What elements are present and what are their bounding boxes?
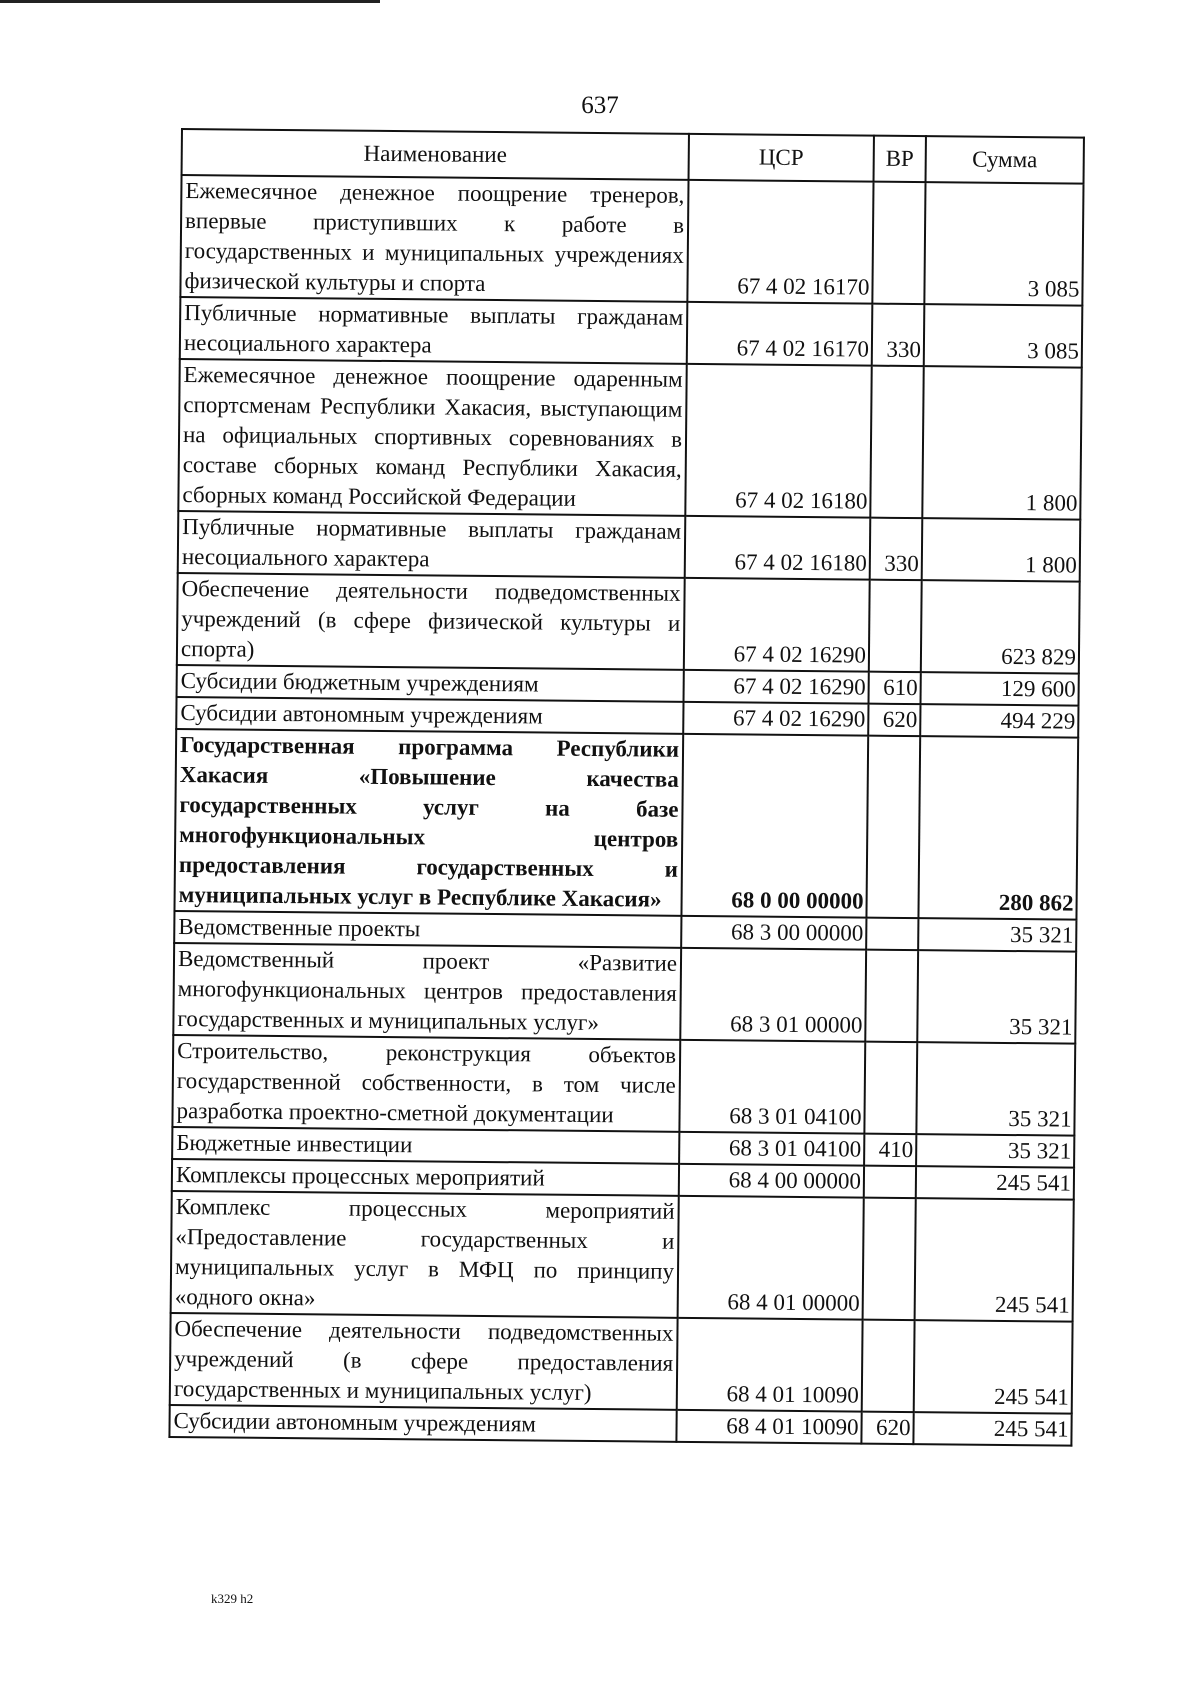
table-row — [178, 511, 1081, 582]
table-row — [177, 573, 1080, 674]
vr-cell — [869, 580, 922, 672]
name-cell: Комплексы процессных мероприятий — [172, 1159, 679, 1196]
name-cell: Обеспечение деятельности подведомственных учреждений (в сфере предоставления государственных и муниципальных услуг) — [170, 1313, 678, 1410]
name-cell: Строительство, реконструкция объектов государственной собственности, в том числе разработка проектно-сметной документации — [172, 1035, 680, 1132]
vr-cell — [864, 1042, 917, 1134]
name-cell: Ежемесячное денежное поощрение тренеров, впервые приступивших к работе в государственных и муниципальных учреждениях физической культуры и спорта — [180, 175, 688, 302]
sum-cell: 245 541 — [916, 1166, 1074, 1200]
csr-cell: 67 4 02 16170 — [687, 302, 873, 366]
sum-cell: 35 321 — [916, 1134, 1074, 1168]
csr-cell: 68 4 01 00000 — [678, 1196, 864, 1320]
name-cell: Ведомственные проекты — [174, 911, 681, 948]
vr-cell: 330 — [870, 518, 923, 580]
vr-cell — [862, 1320, 915, 1412]
vr-cell — [863, 1198, 916, 1320]
vr-cell — [872, 182, 925, 304]
table-body — [169, 175, 1083, 1446]
name-cell: Публичные нормативные выплаты гражданам несоциального характера — [178, 511, 686, 578]
sum-cell: 623 829 — [921, 580, 1080, 674]
name-cell: Субсидии автономным учреждениям — [176, 697, 683, 734]
csr-cell: 67 4 02 16290 — [684, 670, 869, 704]
sum-cell: 280 862 — [918, 736, 1078, 920]
sum-cell: 1 800 — [922, 518, 1081, 582]
table-row — [174, 729, 1078, 920]
vr-cell: 610 — [869, 672, 921, 704]
name-cell: Субсидии бюджетным учреждениям — [177, 665, 684, 702]
vr-cell: 410 — [864, 1134, 916, 1166]
csr-cell: 67 4 02 16290 — [684, 578, 870, 672]
csr-cell: 67 4 02 16290 — [683, 702, 868, 736]
csr-cell: 67 4 02 16180 — [685, 364, 871, 518]
table-row — [173, 943, 1076, 1044]
table-row — [172, 1035, 1075, 1136]
vr-cell — [866, 918, 918, 950]
vr-cell: 620 — [868, 704, 920, 736]
sum-cell: 3 085 — [924, 182, 1083, 306]
vr-cell — [865, 950, 918, 1042]
header-name: Наименование — [182, 129, 689, 180]
csr-cell: 68 4 01 10090 — [676, 1410, 861, 1444]
name-cell: Бюджетные инвестиции — [172, 1127, 679, 1164]
sum-cell: 494 229 — [920, 704, 1078, 738]
table-row — [180, 297, 1083, 368]
table-row — [178, 359, 1081, 520]
scan-edge-mark — [0, 0, 380, 3]
csr-cell: 68 3 01 04100 — [679, 1132, 864, 1166]
table-row — [171, 1191, 1074, 1322]
table-row — [180, 175, 1083, 306]
sum-cell: 35 321 — [916, 1042, 1075, 1136]
name-cell: Ведомственный проект «Развитие многофункциональных центров предоставления государственных и муниципальных услуг» — [173, 943, 681, 1040]
csr-cell: 68 4 00 00000 — [679, 1164, 864, 1198]
sum-cell: 245 541 — [914, 1320, 1073, 1414]
name-cell: Обеспечение деятельности подведомственных учреждений (в сфере физической культуры и спорта) — [177, 573, 685, 670]
csr-cell: 67 4 02 16180 — [685, 516, 871, 580]
name-cell: Комплекс процессных мероприятий «Предоставление государственных и муниципальных услуг в МФЦ по принципу «одного окна» — [171, 1191, 679, 1318]
vr-cell: 330 — [872, 304, 925, 366]
sum-cell: 35 321 — [918, 918, 1076, 952]
sum-cell: 129 600 — [921, 672, 1079, 706]
page-number: 637 — [581, 92, 619, 119]
sum-cell: 3 085 — [924, 304, 1083, 368]
vr-cell: 620 — [861, 1412, 913, 1444]
sum-cell: 245 541 — [913, 1412, 1071, 1446]
name-cell: Субсидии автономным учреждениям — [169, 1405, 676, 1442]
table-row — [170, 1313, 1073, 1414]
csr-cell: 68 3 01 04100 — [679, 1040, 865, 1134]
csr-cell: 68 3 00 00000 — [681, 916, 866, 950]
sum-cell: 1 800 — [922, 366, 1081, 520]
csr-cell: 68 0 00 00000 — [681, 734, 868, 918]
header-sum: Сумма — [926, 136, 1084, 184]
name-cell: Ежемесячное денежное поощрение одаренным спортсменам Республики Хакасия, выступающим на официальных спортивных соревнованиях в составе сборных команд Республики Хакасия, сборных команд Российской Федерации — [178, 359, 686, 516]
header-csr: ЦСР — [689, 134, 874, 182]
csr-cell: 68 3 01 00000 — [680, 948, 866, 1042]
csr-cell: 68 4 01 10090 — [677, 1318, 863, 1412]
header-vr: ВР — [874, 136, 926, 182]
budget-table — [168, 128, 1085, 1447]
sum-cell: 245 541 — [915, 1198, 1074, 1322]
footer-code: k329 h2 — [211, 1591, 254, 1606]
vr-cell — [864, 1166, 916, 1198]
vr-cell — [866, 736, 920, 918]
name-cell: Государственная программа Республики Хакасия «Повышение качества государственных услуг на базе многофункциональных центров предоставления государственных и муниципальных услуг в Республике Хакасия» — [174, 729, 683, 916]
csr-cell: 67 4 02 16170 — [687, 180, 873, 304]
sum-cell: 35 321 — [917, 950, 1076, 1044]
vr-cell — [870, 366, 923, 518]
name-cell: Публичные нормативные выплаты гражданам несоциального характера — [180, 297, 688, 364]
